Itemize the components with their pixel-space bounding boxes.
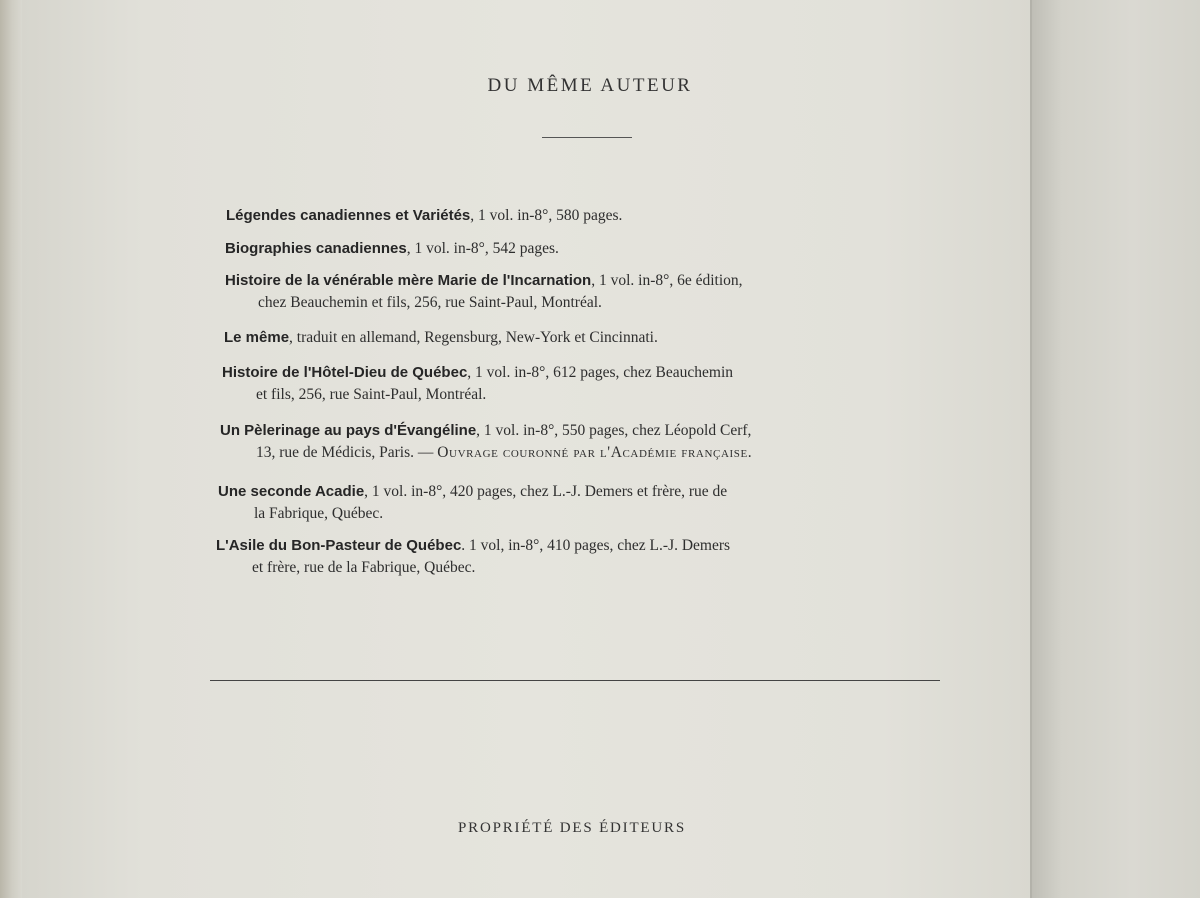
bibliography-entry	[226, 205, 951, 227]
bibliography-entry	[225, 238, 950, 260]
book-gutter	[0, 0, 22, 898]
bibliography-entry	[222, 362, 947, 406]
entry-title: Histoire de l'Hôtel-Dieu de Québec	[222, 364, 468, 381]
entry-continuation: chez Beauchemin et fils, 256, rue Saint-Paul, Montréal.	[258, 294, 602, 311]
entry-continuation: la Fabrique, Québec.	[254, 505, 384, 522]
entry-continuation: et frère, rue de la Fabrique, Québec.	[252, 559, 476, 576]
entry-details: 1 vol. in-8°, 6e édition,	[595, 272, 743, 289]
entry-title: Biographies canadiennes	[225, 240, 407, 257]
entry-details: traduit en allemand, Regensburg, New-York et Cincinnati.	[292, 329, 658, 346]
entry-separator: ,	[591, 272, 596, 289]
bibliography-entry	[224, 327, 949, 349]
bibliography-entry	[216, 535, 941, 579]
prize-note: Ouvrage couronné par l'Académie française.	[437, 444, 753, 461]
entry-details: 1 vol. in-8°, 580 pages.	[474, 207, 623, 224]
facing-page-edge	[1032, 0, 1200, 898]
entry-separator: .	[461, 537, 466, 554]
entry-separator: ,	[467, 364, 472, 381]
bibliography-entry	[220, 420, 945, 464]
entry-separator: ,	[289, 329, 293, 346]
entry-details: 1 vol. in-8°, 612 pages, chez Beauchemin	[471, 364, 734, 381]
entry-separator: ,	[364, 483, 369, 500]
entry-separator: ,	[406, 240, 411, 257]
entry-title: Un Pèlerinage au pays d'Évangéline	[220, 422, 477, 439]
entry-title: Légendes canadiennes et Variétés	[226, 207, 471, 224]
section-heading: DU MÊME AUTEUR	[487, 75, 693, 96]
entry-details: 1 vol. in-8°, 542 pages.	[410, 240, 559, 257]
entry-details: 1 vol. in-8°, 420 pages, chez L.-J. Demers et frère, rue de	[368, 483, 728, 500]
entry-title: L'Asile du Bon-Pasteur de Québec	[216, 537, 462, 554]
entry-details: 1 vol. in-8°, 550 pages, chez Léopold Cerf,	[480, 422, 752, 439]
publisher-notice: PROPRIÉTÉ DES ÉDITEURS	[458, 820, 686, 836]
entry-continuation: 13, rue de Médicis, Paris. —	[256, 444, 434, 461]
entry-separator: ,	[470, 207, 475, 224]
heading-divider	[542, 137, 632, 138]
entry-title: Histoire de la vénérable mère Marie de l'Incarnation	[225, 272, 592, 289]
entry-details: 1 vol, in-8°, 410 pages, chez L.-J. Demers	[465, 537, 731, 554]
entry-title: Une seconde Acadie	[218, 483, 365, 500]
entry-separator: ,	[476, 422, 481, 439]
entry-continuation: et fils, 256, rue Saint-Paul, Montréal.	[256, 386, 487, 403]
page-divider	[210, 680, 940, 681]
bibliography-entry	[218, 481, 943, 525]
bibliography-entry	[225, 270, 950, 314]
entry-title: Le même	[224, 329, 290, 346]
